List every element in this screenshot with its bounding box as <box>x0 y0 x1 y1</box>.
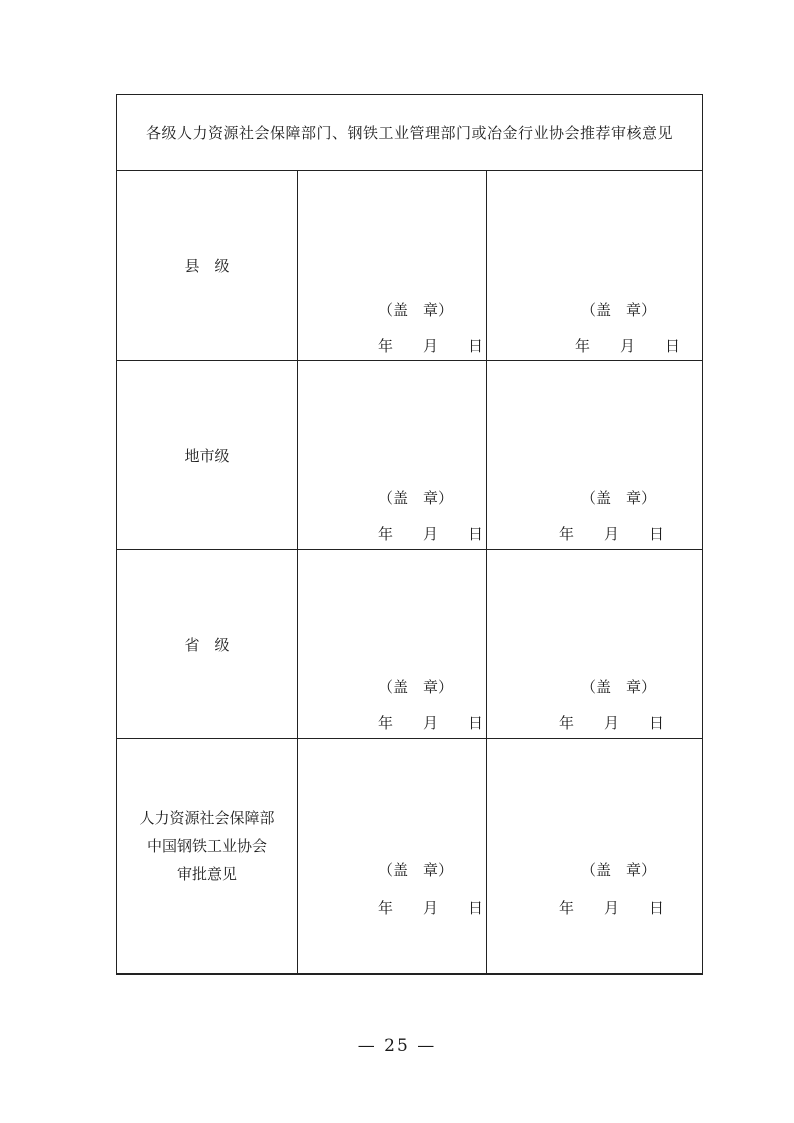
table-row-province <box>117 550 702 739</box>
date-placeholder: 年 月 日 <box>559 899 665 917</box>
seal-placeholder: （盖 章） <box>378 678 454 696</box>
seal-placeholder: （盖 章） <box>581 489 657 507</box>
seal-placeholder: （盖 章） <box>378 489 454 507</box>
seal-placeholder: （盖 章） <box>378 301 454 319</box>
seal-placeholder: （盖 章） <box>581 301 657 319</box>
date-placeholder: 年 月 日 <box>378 899 484 917</box>
date-placeholder: 年 月 日 <box>559 525 665 543</box>
row-label-province: 省 级 <box>117 550 298 738</box>
seal-placeholder: （盖 章） <box>378 861 454 879</box>
opinion-cell-industry-province <box>487 550 702 738</box>
opinion-cell-industry-county <box>487 171 702 360</box>
opinion-cell-hrss-prefecture <box>298 361 487 549</box>
table-bottom-rule <box>116 974 703 975</box>
row-label-county: 县 级 <box>117 171 298 360</box>
opinion-cell-hrss-county <box>298 171 487 360</box>
table-row-county <box>117 171 702 361</box>
row-label-line: 人力资源社会保障部 <box>139 809 275 827</box>
opinion-cell-industry-prefecture <box>487 361 702 549</box>
date-placeholder: 年 月 日 <box>378 714 484 732</box>
table-header-title: 各级人力资源社会保障部门、钢铁工业管理部门或冶金行业协会推荐审核意见 <box>117 95 702 171</box>
date-placeholder: 年 月 日 <box>575 337 681 355</box>
date-placeholder: 年 月 日 <box>559 714 665 732</box>
table-row-ministry-approval <box>117 739 702 973</box>
page-number: — 25 — <box>357 1036 437 1056</box>
opinion-cell-industry-ministry <box>487 739 702 973</box>
table-row-prefecture <box>117 361 702 550</box>
date-placeholder: 年 月 日 <box>378 525 484 543</box>
approval-form-table <box>116 94 703 974</box>
opinion-cell-hrss-province <box>298 550 487 738</box>
row-label-prefecture: 地市级 <box>117 361 298 549</box>
seal-placeholder: （盖 章） <box>581 861 657 879</box>
date-placeholder: 年 月 日 <box>378 337 484 355</box>
opinion-cell-hrss-ministry <box>298 739 487 973</box>
row-label-line: 审批意见 <box>176 865 237 883</box>
row-label-ministry-approval <box>117 739 298 973</box>
row-label-line: 中国钢铁工业协会 <box>146 837 267 855</box>
seal-placeholder: （盖 章） <box>581 678 657 696</box>
